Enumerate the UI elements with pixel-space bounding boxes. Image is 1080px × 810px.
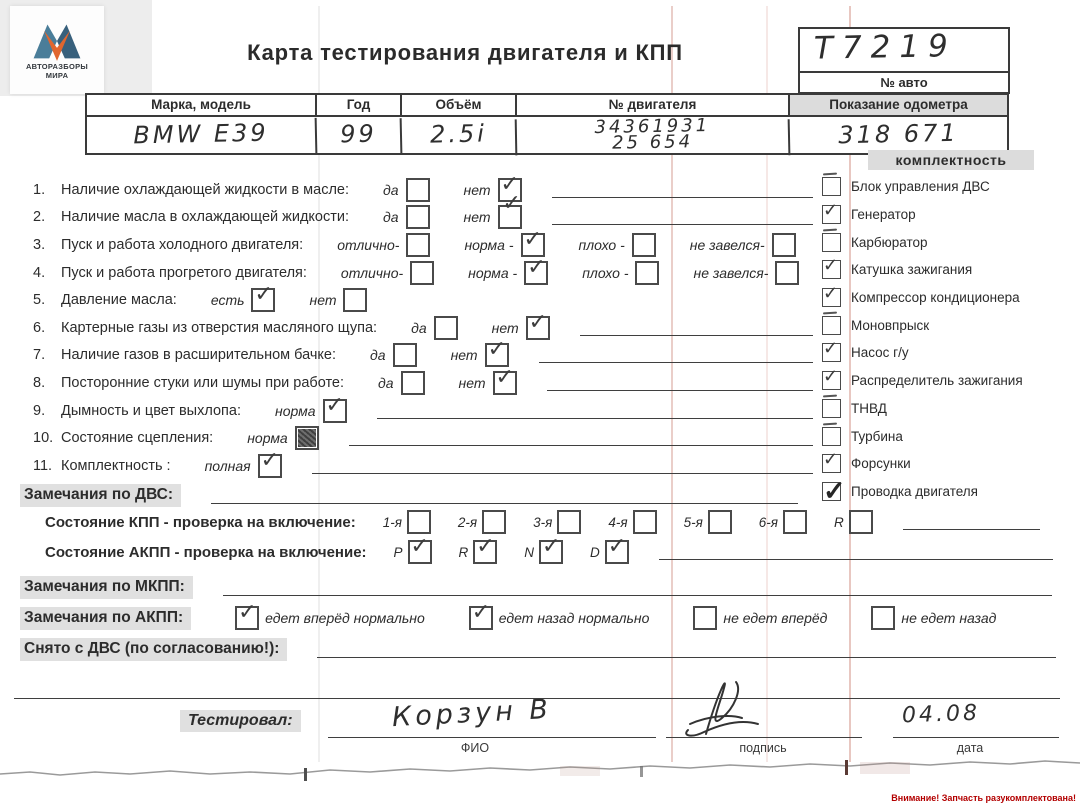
- equipment-item: [822, 173, 1074, 201]
- gear-label: 6-я: [758, 514, 779, 530]
- test-number: 9.: [33, 402, 46, 419]
- test-option-label: отлично-: [337, 236, 400, 253]
- test-checkbox[interactable]: [524, 261, 548, 285]
- test-option: [378, 371, 425, 395]
- equipment-checkbox[interactable]: [822, 399, 841, 418]
- akpp-remark-option: [235, 606, 425, 630]
- gear-option: [834, 510, 873, 534]
- test-option-label: да: [378, 374, 394, 391]
- gear-label: 2-я: [457, 514, 478, 530]
- equipment-item: [822, 422, 1074, 450]
- gear-label: 1-я: [382, 514, 402, 530]
- gear-option: [608, 510, 656, 534]
- check-mark-icon: [823, 478, 846, 505]
- test-item-row: [33, 176, 813, 204]
- equipment-checkbox[interactable]: [822, 427, 841, 446]
- akpp-remark-checkbox[interactable]: [871, 606, 895, 630]
- akpp-remark-label: не едет вперёд: [723, 610, 828, 626]
- test-label: Картерные газы из отверстия масляного щупа:: [61, 319, 378, 336]
- write-in-line[interactable]: [223, 580, 1052, 596]
- test-option-label: не завелся-: [689, 236, 765, 253]
- gear-option: [759, 510, 807, 534]
- make-model-value: BMW E39: [133, 118, 269, 150]
- test-option: [411, 316, 458, 340]
- gear-label: R: [458, 544, 469, 560]
- test-item-row: [33, 231, 813, 259]
- name-caption: ФИО: [460, 741, 490, 755]
- dvs-remarks-row: [20, 484, 798, 507]
- equipment-checkbox[interactable]: [822, 205, 841, 224]
- gear-option: [590, 540, 629, 564]
- test-checkbox[interactable]: [251, 288, 275, 312]
- equipment-item: [822, 284, 1074, 312]
- test-option: [337, 233, 430, 257]
- test-checkbox[interactable]: [406, 178, 430, 202]
- test-label: Посторонние стуки или шумы при работе:: [61, 374, 345, 391]
- test-option-label: норма -: [468, 264, 518, 281]
- volume-value: 2.5i: [400, 116, 516, 154]
- gear-checkbox[interactable]: [407, 510, 431, 534]
- gear-option: [394, 540, 432, 564]
- write-in-line[interactable]: [552, 182, 813, 198]
- check-mark-icon: [527, 256, 545, 278]
- gear-label: D: [590, 544, 600, 560]
- test-label: Дымность и цвет выхлопа:: [61, 402, 241, 419]
- auto-number-label: № авто: [800, 71, 1008, 92]
- dvs-remarks-label: Замечания по ДВС:: [20, 484, 181, 507]
- test-number: 4.: [33, 264, 46, 281]
- test-item-row: [33, 397, 813, 425]
- logo-text-line1: АВТОРАЗБОРЫ: [25, 62, 89, 71]
- check-mark-icon: [503, 192, 521, 214]
- equipment-item: [822, 311, 1074, 339]
- equipment-item: [822, 201, 1074, 229]
- gear-label: 4-я: [608, 514, 628, 530]
- equipment-label: Катушка зажигания: [851, 262, 973, 278]
- check-mark-icon: [823, 284, 838, 302]
- equipment-checkbox[interactable]: [822, 316, 841, 335]
- test-checkbox[interactable]: [406, 205, 430, 229]
- test-number: 6.: [33, 319, 46, 336]
- test-option-label: да: [383, 181, 399, 198]
- col-header-make-model: Марка, модель: [151, 97, 251, 112]
- equipment-label: Форсунки: [851, 456, 911, 472]
- test-number: 2.: [33, 209, 46, 226]
- kpp-check-row: [45, 510, 1040, 534]
- check-mark-icon: [496, 366, 514, 388]
- check-mark-icon: [254, 283, 272, 305]
- test-option-label: нет: [450, 347, 478, 364]
- test-checkbox[interactable]: [635, 261, 659, 285]
- test-checkbox[interactable]: [410, 261, 434, 285]
- equipment-checkbox[interactable]: [822, 454, 841, 473]
- write-in-line[interactable]: [317, 642, 1056, 658]
- odometer-value: 318 671: [788, 115, 1008, 156]
- akpp-remark-checkbox[interactable]: [235, 606, 259, 630]
- gear-label: R: [834, 514, 844, 530]
- test-checkbox[interactable]: [498, 205, 522, 229]
- test-option-label: да: [411, 319, 427, 336]
- equipment-label: Карбюратор: [851, 234, 928, 250]
- write-in-line[interactable]: [903, 514, 1040, 530]
- gear-option: [684, 510, 732, 534]
- test-number: 10.: [33, 430, 54, 447]
- test-option: [211, 288, 276, 312]
- write-in-line[interactable]: [377, 403, 813, 419]
- scribble-mark-icon: [298, 429, 316, 447]
- removed-from-engine-row: [20, 638, 1056, 661]
- gear-checkbox[interactable]: [783, 510, 807, 534]
- equipment-checkbox[interactable]: [822, 482, 841, 501]
- test-option-label: норма: [275, 402, 316, 419]
- akpp-remark-checkbox[interactable]: [469, 606, 493, 630]
- check-mark-icon: [488, 338, 506, 360]
- equipment-label: Компрессор кондиционера: [851, 290, 1020, 306]
- equipment-label: Проводка двигателя: [851, 483, 978, 499]
- test-checkbox[interactable]: [401, 371, 425, 395]
- test-checkbox[interactable]: [434, 316, 458, 340]
- dash-mark-icon: [823, 311, 837, 314]
- akpp-remarks-label: Замечания по АКПП:: [20, 607, 191, 630]
- test-option-label: да: [383, 209, 399, 226]
- equipment-label: ТНВД: [851, 400, 887, 416]
- info-table-header-row: [87, 95, 1007, 117]
- test-item-row: [33, 259, 813, 287]
- test-checkbox[interactable]: [775, 261, 799, 285]
- test-option: [341, 261, 434, 285]
- check-mark-icon: [542, 535, 560, 557]
- test-label: Пуск и работа прогретого двигателя:: [61, 264, 307, 281]
- akpp-remark-checkbox[interactable]: [693, 606, 717, 630]
- test-option: [468, 261, 548, 285]
- test-number: 8.: [33, 374, 46, 391]
- equipment-label: Распределитель зажигания: [851, 373, 1023, 389]
- test-checkbox[interactable]: [406, 233, 430, 257]
- equipment-checkbox[interactable]: [822, 288, 841, 307]
- akpp-remarks-row: [20, 606, 1060, 630]
- test-label: Наличие охлаждающей жидкости в масле:: [61, 181, 349, 198]
- tested-by-label: Тестировал:: [180, 710, 301, 732]
- test-number: 7.: [33, 347, 46, 364]
- check-mark-icon: [823, 367, 838, 385]
- test-option-label: есть: [210, 292, 245, 309]
- test-number: 5.: [33, 292, 46, 309]
- check-mark-icon: [326, 394, 344, 416]
- equipment-item: [822, 339, 1074, 367]
- equipment-checkbox[interactable]: [822, 177, 841, 196]
- info-table-value-row: [87, 114, 1007, 154]
- check-mark-icon: [411, 535, 429, 557]
- test-number: 11.: [33, 457, 53, 474]
- test-checkbox[interactable]: [772, 233, 796, 257]
- test-option: [383, 205, 430, 229]
- test-option-label: норма -: [464, 236, 514, 253]
- test-item-row: [33, 286, 813, 314]
- test-option: [579, 233, 656, 257]
- gear-label: N: [524, 544, 535, 560]
- kpp-gears: [356, 510, 873, 534]
- equipment-checkbox[interactable]: [822, 371, 841, 390]
- gear-checkbox[interactable]: [473, 540, 497, 564]
- test-item-row: [33, 452, 813, 480]
- gear-option: [383, 510, 431, 534]
- equipment-panel: [822, 150, 1074, 505]
- company-logo: [10, 6, 104, 94]
- test-option-label: полная: [204, 457, 251, 474]
- test-label: Наличие газов в расширительном бачке:: [61, 347, 337, 364]
- auto-number-value: T7219: [813, 28, 958, 67]
- akpp-check-label: Состояние АКПП - проверка на включение:: [45, 543, 367, 561]
- check-mark-icon: [524, 228, 542, 250]
- check-mark-icon: [608, 535, 626, 557]
- check-mark-icon: [823, 450, 838, 468]
- equipment-label: Насос г/у: [851, 345, 909, 361]
- akpp-remark-label: едет назад нормально: [498, 610, 650, 626]
- test-option: [383, 178, 430, 202]
- engine-no-line1: 34361931: [594, 114, 711, 138]
- gear-option: [459, 540, 498, 564]
- test-option-label: нет: [309, 292, 337, 309]
- test-option-label: не завелся-: [693, 264, 769, 281]
- write-in-line[interactable]: [312, 458, 813, 474]
- equipment-checkbox[interactable]: [822, 260, 841, 279]
- test-label: Наличие масла в охлаждающей жидкости:: [61, 209, 349, 226]
- col-header-engine-no: № двигателя: [515, 95, 788, 115]
- gear-option: [458, 510, 506, 534]
- equipment-item: [822, 367, 1074, 395]
- gear-option: [524, 540, 563, 564]
- check-mark-icon: [823, 256, 838, 274]
- test-number: 3.: [33, 236, 46, 253]
- test-label: Пуск и работа холодного двигателя:: [61, 236, 304, 253]
- akpp-remark-option: [871, 606, 996, 630]
- equipment-checkbox[interactable]: [822, 233, 841, 252]
- warning-notice: Внимание! Запчасть разукомплектована!: [891, 793, 1076, 803]
- test-item-row: [33, 314, 813, 342]
- col-header-year: Год: [315, 95, 400, 115]
- engine-no-value: [515, 115, 789, 156]
- equipment-item: [822, 228, 1074, 256]
- vehicle-info-table: [85, 93, 1009, 155]
- date-caption: дата: [956, 741, 984, 755]
- col-header-odometer: Показание одометра: [788, 95, 1007, 115]
- test-checkbox[interactable]: [632, 233, 656, 257]
- check-mark-icon: [261, 449, 279, 471]
- write-in-line[interactable]: [539, 347, 813, 363]
- gear-checkbox[interactable]: [482, 510, 506, 534]
- akpp-remarks-options: [191, 606, 996, 630]
- test-option: [205, 454, 282, 478]
- test-option-label: плохо -: [582, 264, 629, 281]
- test-option-label: нет: [491, 319, 519, 336]
- equipment-label: Моновпрыск: [851, 317, 930, 333]
- equipment-item: [822, 256, 1074, 284]
- test-option: [247, 426, 319, 450]
- gear-label: 3-я: [533, 514, 553, 530]
- test-checkbox[interactable]: [258, 454, 282, 478]
- gear-checkbox[interactable]: [605, 540, 629, 564]
- test-checkbox[interactable]: [526, 316, 550, 340]
- equipment-label: Блок управления ДВС: [851, 179, 990, 195]
- gear-label: P: [393, 544, 403, 560]
- check-mark-icon: [529, 311, 547, 333]
- write-in-line[interactable]: [547, 375, 813, 391]
- equipment-item: [822, 395, 1074, 423]
- mkpp-remarks-label: Замечания по МКПП:: [20, 576, 193, 599]
- check-mark-icon: [238, 601, 256, 623]
- auto-number-box: [798, 27, 1010, 94]
- write-in-line[interactable]: [349, 430, 813, 446]
- gear-label: 5-я: [683, 514, 703, 530]
- removed-label: Снято с ДВС (по согласованию!):: [20, 638, 287, 661]
- test-option-label: да: [370, 347, 386, 364]
- equipment-title: комплектность: [868, 150, 1034, 170]
- test-option: [459, 371, 517, 395]
- test-option-label: плохо -: [578, 236, 625, 253]
- year-value: 99: [315, 116, 401, 154]
- check-mark-icon: [476, 535, 494, 557]
- tester-name-value: Корзун В: [391, 693, 553, 734]
- gear-checkbox[interactable]: [539, 540, 563, 564]
- test-label: Давление масла:: [61, 292, 177, 309]
- test-option: [690, 233, 796, 257]
- test-item-row: [33, 204, 813, 232]
- check-mark-icon: [823, 339, 838, 357]
- test-checkbox[interactable]: [493, 371, 517, 395]
- test-option-label: норма: [247, 430, 288, 447]
- test-option: [309, 288, 367, 312]
- dash-mark-icon: [823, 394, 837, 397]
- equipment-item: [822, 450, 1074, 478]
- signature: [678, 672, 768, 740]
- test-item-row: [33, 369, 813, 397]
- dash-mark-icon: [823, 173, 837, 176]
- equipment-label: Турбина: [851, 428, 903, 444]
- test-option-label: нет: [463, 209, 491, 226]
- test-label: Состояние сцепления:: [61, 430, 214, 447]
- col-header-volume: Объём: [400, 95, 515, 115]
- test-number: 1.: [33, 181, 46, 198]
- test-checkbox[interactable]: [323, 399, 347, 423]
- test-label: Комплектность :: [61, 457, 171, 474]
- page-title: Карта тестирования двигателя и КПП: [247, 40, 683, 65]
- test-option: [693, 261, 799, 285]
- check-mark-icon: [472, 601, 490, 623]
- test-option: [464, 205, 522, 229]
- test-date-value: 04.08: [901, 700, 981, 729]
- name-line[interactable]: [328, 736, 656, 738]
- signature-caption: подпись: [739, 741, 787, 755]
- test-checkbox[interactable]: [295, 426, 319, 450]
- equipment-item: [822, 478, 1074, 506]
- engine-no-line2: 25 654: [611, 131, 694, 154]
- gear-checkbox[interactable]: [849, 510, 873, 534]
- logo-text-line2: МИРА: [45, 71, 69, 80]
- test-option: [275, 399, 347, 423]
- test-checkbox[interactable]: [393, 343, 417, 367]
- test-option-label: отлично-: [340, 264, 404, 281]
- kpp-check-label: Состояние КПП - проверка на включение:: [45, 513, 356, 531]
- gear-checkbox[interactable]: [408, 540, 432, 564]
- date-line[interactable]: [893, 736, 1059, 738]
- equipment-list: [822, 173, 1074, 505]
- dash-mark-icon: [823, 422, 837, 425]
- test-checkbox[interactable]: [343, 288, 367, 312]
- akpp-remark-label: не едет назад: [901, 610, 997, 626]
- gear-checkbox[interactable]: [708, 510, 732, 534]
- test-option-label: нет: [458, 374, 486, 391]
- akpp-gears: [367, 540, 629, 564]
- akpp-check-row: [45, 540, 1053, 564]
- mkpp-remarks-row: [20, 576, 1052, 599]
- torn-paper-edge: [0, 750, 1080, 784]
- equipment-label: Генератор: [851, 207, 916, 223]
- test-option: [370, 343, 417, 367]
- write-in-line[interactable]: [552, 209, 813, 225]
- akpp-remark-label: едет вперёд нормально: [265, 610, 425, 626]
- write-in-line[interactable]: [659, 544, 1053, 560]
- gear-option: [533, 510, 581, 534]
- test-option: [582, 261, 659, 285]
- write-in-line[interactable]: [580, 320, 813, 336]
- dash-mark-icon: [823, 228, 837, 231]
- gear-checkbox[interactable]: [557, 510, 581, 534]
- test-item-row: [33, 424, 813, 452]
- test-item-row: [33, 342, 813, 370]
- check-mark-icon: [823, 201, 838, 219]
- test-option-label: нет: [463, 181, 491, 198]
- akpp-remark-option: [693, 606, 827, 630]
- gear-checkbox[interactable]: [633, 510, 657, 534]
- write-in-line[interactable]: [211, 488, 798, 504]
- equipment-checkbox[interactable]: [822, 343, 841, 362]
- tests-list: [33, 176, 813, 480]
- logo-mark-icon: [31, 20, 83, 62]
- akpp-remark-option: [469, 606, 650, 630]
